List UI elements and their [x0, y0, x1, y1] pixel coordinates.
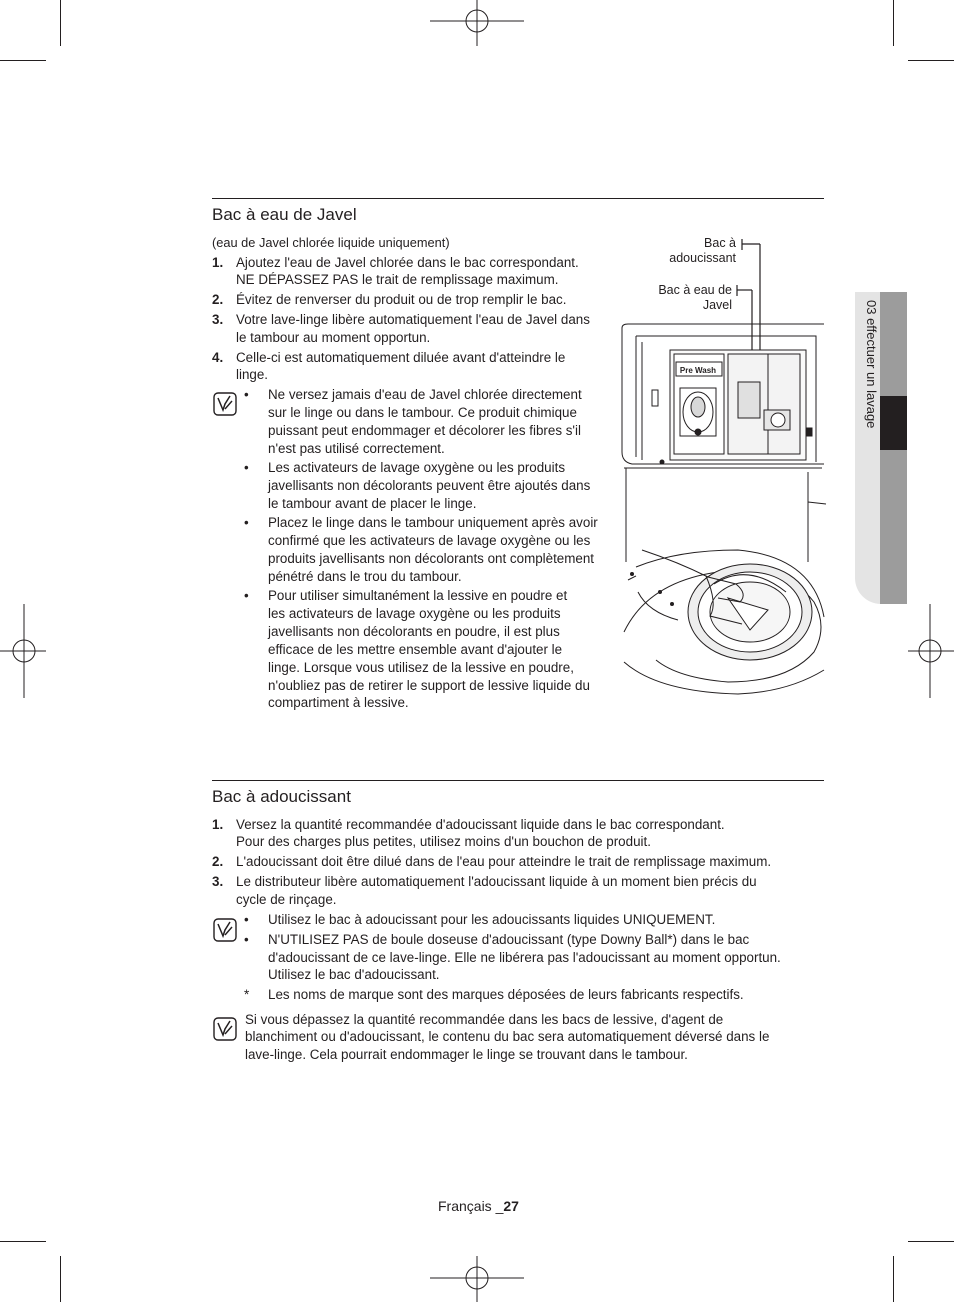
note-text: d'adoucissant de ce lave-linge. Elle ne libérera pas l'adoucissant au moment opportun. [268, 950, 781, 965]
bullet: • [244, 588, 249, 603]
note-text: n'est pas utilisé correctement. [268, 441, 445, 456]
note-icon [213, 392, 237, 416]
note-text: les activateurs de lavage oxygène ou les produits [268, 606, 561, 621]
bullet: • [244, 460, 249, 475]
note-text: Ne versez jamais d'eau de Javel chlorée directement [268, 387, 582, 402]
javel-subtitle: (eau de Javel chlorée liquide uniquement) [212, 235, 450, 250]
step-text: Pour des charges plus petites, utilisez moins d'un bouchon de produit. [236, 834, 651, 849]
note-text: Les activateurs de lavage oxygène ou les produits [268, 460, 566, 475]
crop-mark [0, 60, 46, 61]
step-number: 1. [212, 817, 224, 832]
note-text: Les noms de marque sont des marques déposées de leurs fabricants respectifs. [268, 987, 744, 1002]
note-icon [213, 1017, 237, 1041]
note-text: Placez le linge dans le tambour uniquement après avoir [268, 515, 598, 530]
crop-mark [0, 1241, 46, 1242]
note-text: Utilisez le bac à adoucissant pour les adoucissants liquides UNIQUEMENT. [268, 912, 716, 927]
note-icon [213, 918, 237, 942]
crop-mark [908, 60, 954, 61]
callout-line: Bac à eau de [658, 283, 732, 297]
step-text: Celle-ci est automatiquement diluée avant d'atteindre le [236, 350, 566, 365]
note-text: linge. Lorsque vous utilisez de la lessive en poudre, [268, 660, 574, 675]
crop-mark [893, 0, 894, 46]
callout-line: Javel [702, 298, 732, 312]
crop-mark [908, 1241, 954, 1242]
bullet: * [244, 987, 250, 1002]
note-text: Utilisez le bac d'adoucissant. [268, 967, 440, 982]
crop-mark [893, 1256, 894, 1302]
note-text: puissant peut endommager et décolorer les fibres s'il [268, 423, 581, 438]
note-text: javellisants non décolorants peuvent être ajoutés dans [268, 478, 591, 493]
step-number: 3. [212, 874, 224, 889]
step-number: 4. [212, 350, 224, 365]
step-text: Le distributeur libère automatiquement l'adoucissant liquide à un moment bien précis du [236, 874, 757, 889]
step-text: L'adoucissant doit être dilué dans de l'eau pour atteindre le trait de remplissage maximum. [236, 854, 772, 869]
registration-mark [430, 0, 524, 46]
note-text: pénétré dans le trou du tambour. [268, 569, 462, 584]
chapter-tab-label: 03 effectuer un lavage [864, 300, 879, 429]
section-divider [212, 198, 824, 199]
bullet: • [244, 387, 249, 402]
step-text: Évitez de renverser du produit ou de trop remplir le bac. [236, 292, 567, 307]
bullet: • [244, 932, 249, 947]
footer-language: Français _ [438, 1198, 504, 1214]
step-number: 3. [212, 312, 224, 327]
note-text: compartiment à lessive. [268, 695, 409, 710]
note-text: produits javellisants non décolorants ont complètement [268, 551, 595, 566]
callout-line: adoucissant [669, 251, 736, 265]
step-text: linge. [236, 367, 269, 382]
step-text: Votre lave-linge libère automatiquement l'eau de Javel dans [236, 312, 590, 327]
section-title-adoucissant: Bac à adoucissant [212, 787, 351, 806]
registration-mark [430, 1256, 524, 1302]
step-text: Versez la quantité recommandée d'adoucissant liquide dans le bac correspondant. [236, 817, 725, 832]
registration-mark [0, 604, 46, 698]
note-text: javellisants non décolorants en poudre, il est plus [268, 624, 560, 639]
page-number: 27 [503, 1198, 519, 1214]
step-text: le tambour au moment opportun. [236, 330, 431, 345]
note-text: efficace de les mettre ensemble avant d'ajouter le [268, 642, 563, 657]
warning-text: Si vous dépassez la quantité recommandée dans les bacs de lessive, d'agent de [245, 1012, 724, 1027]
registration-mark [908, 604, 954, 698]
warning-text: blanchiment ou d'adoucissant, le contenu du bac sera automatiquement déversé dans le [245, 1029, 770, 1044]
section-title-javel: Bac à eau de Javel [212, 205, 357, 224]
step-text: cycle de rinçage. [236, 892, 337, 907]
step-text: NE DÉPASSEZ PAS le trait de remplissage maximum. [236, 272, 559, 287]
note-text: le tambour avant de placer le linge. [268, 496, 477, 511]
note-text: N'UTILISEZ PAS de boule doseuse d'adoucissant (type Downy Ball*) dans le bac [268, 932, 750, 947]
note-text: sur le linge ou dans le tambour. Ce produit chimique [268, 405, 577, 420]
chapter-tab-marker [880, 396, 907, 450]
crop-mark [60, 0, 61, 46]
note-text: confirmé que les activateurs de lavage oxygène ou les [268, 533, 591, 548]
callout-line: Bac à [704, 236, 736, 250]
step-number: 2. [212, 292, 224, 307]
warning-text: lave-linge. Cela pourrait endommager le linge se trouvant dans le tambour. [245, 1047, 688, 1062]
step-text: Ajoutez l'eau de Javel chlorée dans le bac correspondant. [236, 255, 579, 270]
bullet: • [244, 515, 249, 530]
section-divider [212, 780, 824, 781]
bullet: • [244, 912, 249, 927]
note-text: Pour utiliser simultanément la lessive en poudre et [268, 588, 568, 603]
step-number: 2. [212, 854, 224, 869]
dispenser-illustration [618, 232, 828, 702]
prewash-label: Pre Wash [679, 366, 717, 375]
step-number: 1. [212, 255, 224, 270]
crop-mark [60, 1256, 61, 1302]
note-text: n'oubliez pas de retirer le support de lessive liquide du [268, 678, 590, 693]
page-footer [438, 1198, 519, 1214]
